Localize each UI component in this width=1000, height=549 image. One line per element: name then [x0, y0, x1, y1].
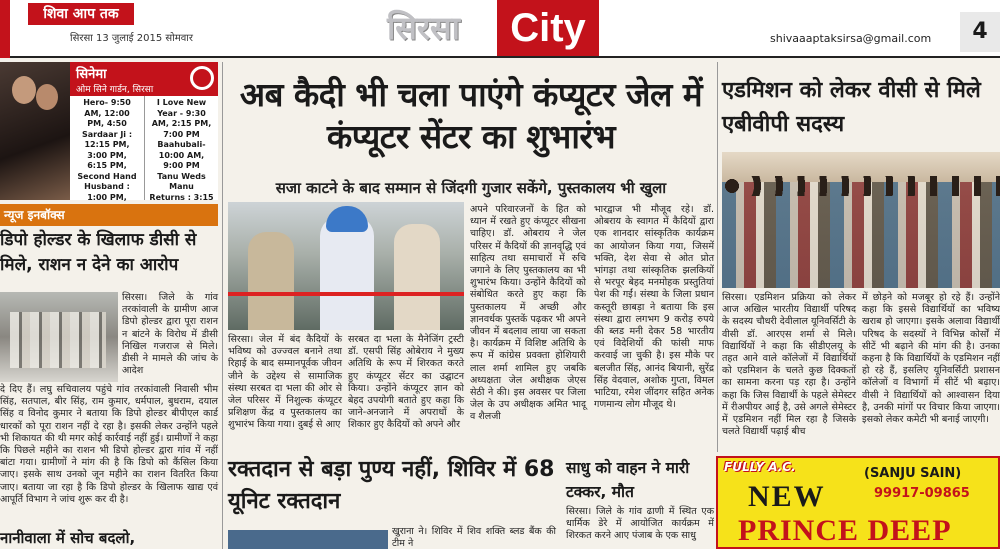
left-story-text-top: सिरसा। जिले के गांव तरकांवाली के ग्रामीण आज डिपो होल्डर द्वारा पूरा राशन न बांटने के विरोध में डीसी निखिल गजराज से मिले। डीसी ने मामले की जांच के आदेश — [122, 292, 218, 377]
photo-heads — [722, 176, 1000, 196]
ad-contact-name: (SANJU SAIN) — [864, 466, 962, 481]
blood-donation-text: खुराना ने। शिविर में शिव शक्ति ब्लड बैंक की टीम ने — [392, 526, 556, 549]
news-inbox-header: न्यूज इनबॉक्स — [0, 204, 218, 226]
ad-line-2: PRINCE DEEP — [738, 514, 952, 547]
showtime-line: Second Hand — [77, 171, 137, 181]
cinema-header — [70, 62, 218, 96]
lead-headline: अब कैदी भी चला पाएंगे कंप्यूटर जेल में कंप्यूटर सेंटर का शुभारंभ — [239, 75, 703, 156]
showtime-line: 1:00 PM, — [87, 192, 127, 202]
lead-deck: सजा काटने के बाद सम्मान से जिंदगी गुजार सकेंगे, पुस्तकालय भी खुला — [275, 179, 667, 197]
showtime-line: AM, 2:15 PM, — [151, 119, 212, 128]
showtime-line: AM, 12:00 — [84, 108, 130, 118]
issue-date: सिरसा 13 जुलाई 2015 सोमवार — [70, 33, 193, 44]
showtime-line: Baahubali- — [157, 140, 206, 149]
ad-phone: 99917-09865 — [874, 486, 970, 501]
blood-donation-headline: रक्तदान से बड़ा पुण्य नहीं, शिविर में 68 यूनिट रक्तदान — [228, 457, 555, 514]
brand-logo: शिवा आप तक — [28, 3, 134, 25]
photo-figure — [248, 232, 294, 330]
left-story-text: दे दिए हैं। लघु सचिवालय पहुंचे गांव तरकांवाली निवासी भीम सिंह, सतपाल, बीर सिंह, राम कुमार, धर्मपाल, बुधराम, दयाल सिंह व विनोद कुमार ने बताया कि डिपो होल्डर बीपीएल कार्ड धारकों को पूरा राशन नहीं दे रहा है। इसकी लेकर उन्होंने पहले भी शिकायत की थी मगर कोई कार्रवाई नहीं हुई। ग्रामीणों ने कहा कि पिछले महीने का राशन भी डिपो होल्डर द्वारा गांव में नहीं बांटा गया। ग्रामीणों ने मांग की है कि डिपो को कैंसिल किया जाए। इसके साथ उनको जून महीने का राशन वितरित किया जाए। बताया जा रहा है कि डिपो होल्डर के खिलाफ खाद्य एवं आपूर्ति विभाग ने जांच शुरू कर दी है। — [0, 384, 218, 505]
photo-ribbon — [228, 292, 464, 296]
showtime-line: Manu — [169, 182, 194, 191]
ad-line-1: NEW — [748, 480, 826, 513]
showtime-line: I Love New — [156, 98, 207, 107]
right-story-photo — [722, 152, 1000, 288]
showtime-line: 6:15 PM, — [87, 161, 127, 170]
masthead-red-edge — [0, 0, 10, 58]
section-title-city: City — [497, 0, 599, 56]
advertisement — [716, 456, 1000, 549]
lead-text-col-1: सिरसा। जेल में बंद कैदियों के भविष्य को उज्ज्वल बनाने तथा रिहाई के बाद सम्मानपूर्वक जीवन जीने के उद्देश्य से सामाजिक संस्था सरबत दा भला की ओर से जेल परिसर में निशुल्क कंप्यूटर प्रशिक्षण केंद्र व पुस्तकालय का शुभारंभ किया गया। दुबई से आए — [228, 334, 342, 431]
photo-turban — [326, 206, 368, 232]
right-story-headline: एडमिशन को लेकर वीसी से मिले एबीवीपी सदस्य — [722, 78, 981, 137]
photo-figure — [320, 216, 374, 330]
showtime-line: 12:15 PM, — [84, 140, 130, 149]
cinema-photo — [0, 62, 70, 200]
lead-text-col-3: अपने परिवारजनों के हित को ध्यान में रखते हुए कंप्यूटर सीखना चाहिए। डॉ. ओबराय ने जेल परिसर में कैदियों की ज्ञानवृद्धि एवं साहित्य तथा समाचारों में रुचि जगाने के लिए पुस्तकालय का भी शुभारंभ किया। उन्होंने कैदियों को संबोधित करते हुए कहा कि पुस्तकालय में अच्छी और ज्ञानवर्धक पुस्तकें पढ़कर भी अपने जीवन में बदलाव लाया जा सकता है। कार्यक्रम में विशिष्ट अतिथि के रूप में कांग्रेस प्रवक्ता होशियारी लाल शर्मा शामिल हुए जबकि अध्यक्षता जेल अधीक्षक जेएस सेठी ने की। इस अवसर पर जिला जेल के उप अधीक्षक अमित भादू व शैलजी — [470, 204, 586, 423]
showtime-line: 10:00 AM, — [158, 150, 205, 160]
showtime-line: Husband : — [84, 182, 130, 191]
showtime-line: Sardaar Ji : — [81, 129, 133, 139]
showtime-line: Hero- 9:50 — [83, 98, 131, 107]
contact-email: shivaaaptaksirsa@gmail.com — [770, 32, 932, 45]
showtime-line: 7:00 PM — [163, 129, 200, 139]
sadhu-headline: साधु को वाहन ने मारी टक्कर, मौत — [566, 459, 690, 501]
blood-donation-photo — [228, 530, 388, 549]
photo-crowd — [722, 182, 1000, 288]
cinema-box — [0, 62, 218, 200]
cinema-venue: ओम सिने गार्डन, सिरसा — [76, 85, 154, 95]
sadhu-text: सिरसा। जिले के गांव ढाणी में स्थित एक धार्मिक डेरे में आयोजित कार्यक्रम में शिरकत करने आए पंजाब के एक साधु — [566, 506, 714, 542]
photo-figure — [394, 224, 440, 330]
cinema-title: सिनेमा — [76, 67, 107, 82]
column-divider — [717, 62, 718, 452]
ad-tag: FULLY A.C. — [724, 460, 796, 474]
left-bottom-headline: नानीवाला में सोच बदलो, — [0, 529, 136, 547]
showtime-line: Tanu Weds — [157, 171, 206, 181]
showtime-line: Returns : 3:15 — [149, 192, 214, 202]
left-story-photo — [0, 292, 118, 382]
right-story-text-col-2: में छोड़ने को मजबूर हो रहे हैं। उन्होंने कहा कि इससे विद्यार्थियों का भविष्य खराब हो जाएगा। इसके अलावा विद्यार्थी परिषद के सदस्यों ने विभिन्न कोर्सों में सीटें भी बढ़ाने की मांग की है। उनका कहना है कि विद्यार्थियों के एडमिशन नहीं हो रहे हैं, इसलिए यूनिवर्सिटी प्रशासन कॉलेजों व विभागों में सीटें भी बढ़ाए। वीसी ने विद्यार्थियों को आश्वासन दिया है, उनकी मांगों पर विचार किया जाएगा। इसको लेकर कमेटी भी बनाई जाएगी। — [862, 292, 1000, 426]
column-divider — [222, 62, 223, 549]
section-title-hindi: सिरसा — [387, 9, 460, 47]
showtimes-col-2 — [144, 96, 218, 200]
lead-text-col-4: भारद्वाज भी मौजूद रहे। डॉ. ओबराय के स्वागत में कैदियों द्वारा एक शानदार सांस्कृतिक कार्यक्रम का आयोजन किया गया, जिसमें भक्ति, देश सेवा से ओत प्रोत भांगड़ा तथा सांस्कृतिक झलकियों से भरपूर बेहद मनमोहक प्रस्तुतियां पेश की गईं। संस्था के जिला प्रधान कस्तूरी छाबड़ा ने बताया कि इस संस्था द्वारा लगभग 9 करोड़ रुपये की ब्लड मनी देकर 58 भारतीय एवं विदेशियों की फांसी माफ करवाई जा चुकी है। इस मौके पर बलजीत सिंह, आनंद बियानी, सुरेंद्र सिंह वेदवाल, अशोक गुप्ता, विमल भाटिया, रमेश जींदगर सहित अनेक गणमान्य लोग मौजूद थे। — [594, 204, 714, 411]
showtime-line: 9:00 PM — [163, 161, 200, 170]
film-reel-icon — [190, 66, 214, 90]
lead-photo — [228, 202, 464, 330]
masthead — [0, 0, 1000, 58]
showtime-line: Year - 9:30 — [157, 108, 206, 118]
showtimes — [70, 96, 218, 200]
left-story-headline: डिपो होल्डर के खिलाफ डीसी से मिले, राशन न देने का आरोप — [0, 230, 197, 275]
showtimes-col-1 — [70, 96, 144, 200]
showtime-line: PM, 4:50 — [87, 119, 127, 128]
showtime-line: 3:00 PM, — [87, 150, 127, 160]
lead-text-col-2: सरबत दा भला के मैनेजिंग ट्रस्टी डॉ. एसपी सिंह ओबेराय ने मुख्य अतिथि के रूप में शिरकत करते हुए कंप्यूटर सेंटर का उद्घाटन किया। उन्होंने कंप्यूटर ज्ञान को बेहद उपयोगी बताते हुए कहा कि जाने-अनजाने में अपराधों के शिकार हुए कैदियों को अपने और — [348, 334, 464, 431]
right-story-text-col-1: सिरसा। एडमिशन प्रक्रिया को लेकर आज अखिल भारतीय विद्यार्थी परिषद के सदस्य चौधरी देवीलाल यूनिवर्सिटी के वीसी डॉ. आरएस शर्मा से मिले। विद्यार्थियों ने कहा कि सीडीएलयू के तहत आने वाले कॉलेजों में विद्यार्थियों को एडमिशन के चलते कुछ दिक्कतों का सामना करना पड़ रहा है। उन्होंने कहा कि जिस विद्यार्थी के पहले सेमेस्टर में रीअपीयर आई है, उसे अगले सेमेस्टर में एडमिशन नहीं मिल रहा है जिसके चलते विद्यार्थी पढ़ाई बीच — [722, 292, 856, 438]
page-number: 4 — [960, 12, 1000, 52]
